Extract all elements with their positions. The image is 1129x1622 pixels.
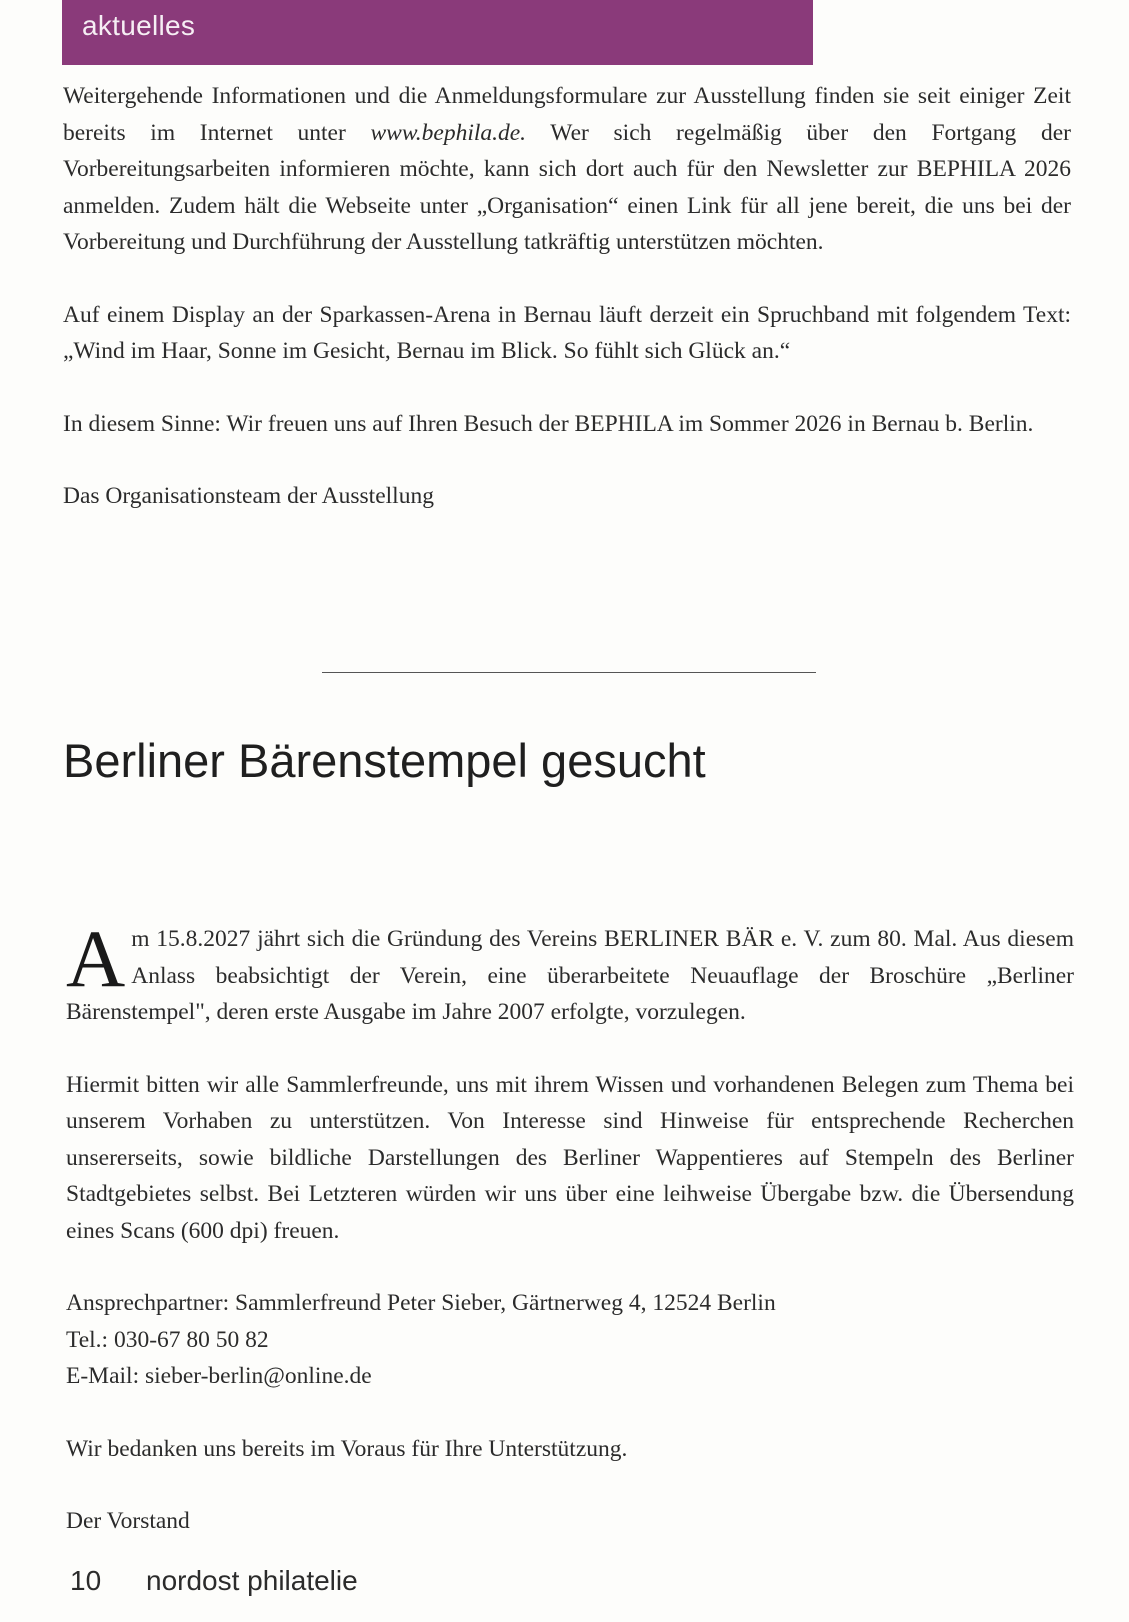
contact-person: Ansprechpartner: Sammlerfreund Peter Sieber, Gärtnerweg 4, 12524 Berlin [66,1290,776,1316]
drop-cap: A [66,913,126,1004]
bottom-article [66,913,1074,1576]
article-divider [322,672,816,673]
page-number: 10 [70,1565,102,1596]
paragraph-text: Weitergehende Informationen und die Anmeldungsformulare zur Ausstellung finden sie seit einiger Zeit bereits im Internet unter [63,83,1071,146]
contact-phone: Tel.: 030-67 80 50 82 [66,1326,269,1353]
top-article-signature: Das Organisationsteam der Ausstellung [63,483,434,509]
contact-block [66,1285,1074,1395]
top-article-paragraph-2: Auf einem Display an der Sparkassen-Arena in Bernau läuft derzeit ein Spruchband mit folgendem Text: „Wind im Haar, Sonne im Gesicht, Bernau im Blick. So fühlt sich Glück an.“ [63,301,1071,364]
magazine-title: nordost philatelie [146,1565,358,1596]
bottom-article-paragraph-2: Hiermit bitten wir alle Sammlerfreunde, uns mit ihrem Wissen und vorhandenen Belegen zum Thema bei unserem Vorhaben zu unterstützen. Von Interesse sind Hinweise für entsprechende Recherchen unsererseits, sowie bildliche Darstellungen des Berliner Wappentieres auf Stempeln des Berliner Stadtgebietes selbst. Bei Letzteren würden wir uns über eine leihweise Übergabe bzw. die Übersendung eines Scans (600 dpi) freuen. [66,1071,1074,1244]
thanks-line: Wir bedanken uns bereits im Voraus für Ihre Unterstützung. [66,1435,628,1462]
top-article-paragraph-1 [63,78,1071,261]
bottom-article-paragraph-1 [66,913,1074,1031]
top-article [63,78,1071,551]
top-article-paragraph-3: In diesem Sinne: Wir freuen uns auf Ihren Besuch der BEPHILA im Sommer 2026 in Bernau b. Berlin. [63,410,1034,437]
paragraph-text: m 15.8.2027 jährt sich die Gründung des Vereins BERLINER BÄR e. V. zum 80. Mal. Aus diesem Anlass beabsichtigt der Verein, eine überarbeitete Neuauflage der Broschüre „Berliner Bärenstempel", deren erste Ausgabe im Jahre 2007 erfolgte, vorzulegen. [66,926,1074,1025]
paragraph-text: Wer sich regelmäßig über den Fortgang der Vorbereitungsarbeiten informieren möchte, kann sich dort auch für den Newsletter zur BEPHILA 2026 anmelden. Zudem hält die Webseite unter „Organisation“ einen Link für all jene bereit, die uns bei der Vorbereitung und Durchführung der Ausstellung tatkräftig unterstützen möchten. [63,119,1071,255]
section-label: aktuelles [82,10,196,41]
section-banner [62,0,813,65]
article-headline: Berliner Bärenstempel gesucht [63,734,706,787]
contact-email[interactable]: E-Mail: sieber-berlin@online.de [66,1363,372,1389]
website-link[interactable]: www.bephila.de. [370,119,527,146]
bottom-article-signature: Der Vorstand [66,1508,190,1534]
